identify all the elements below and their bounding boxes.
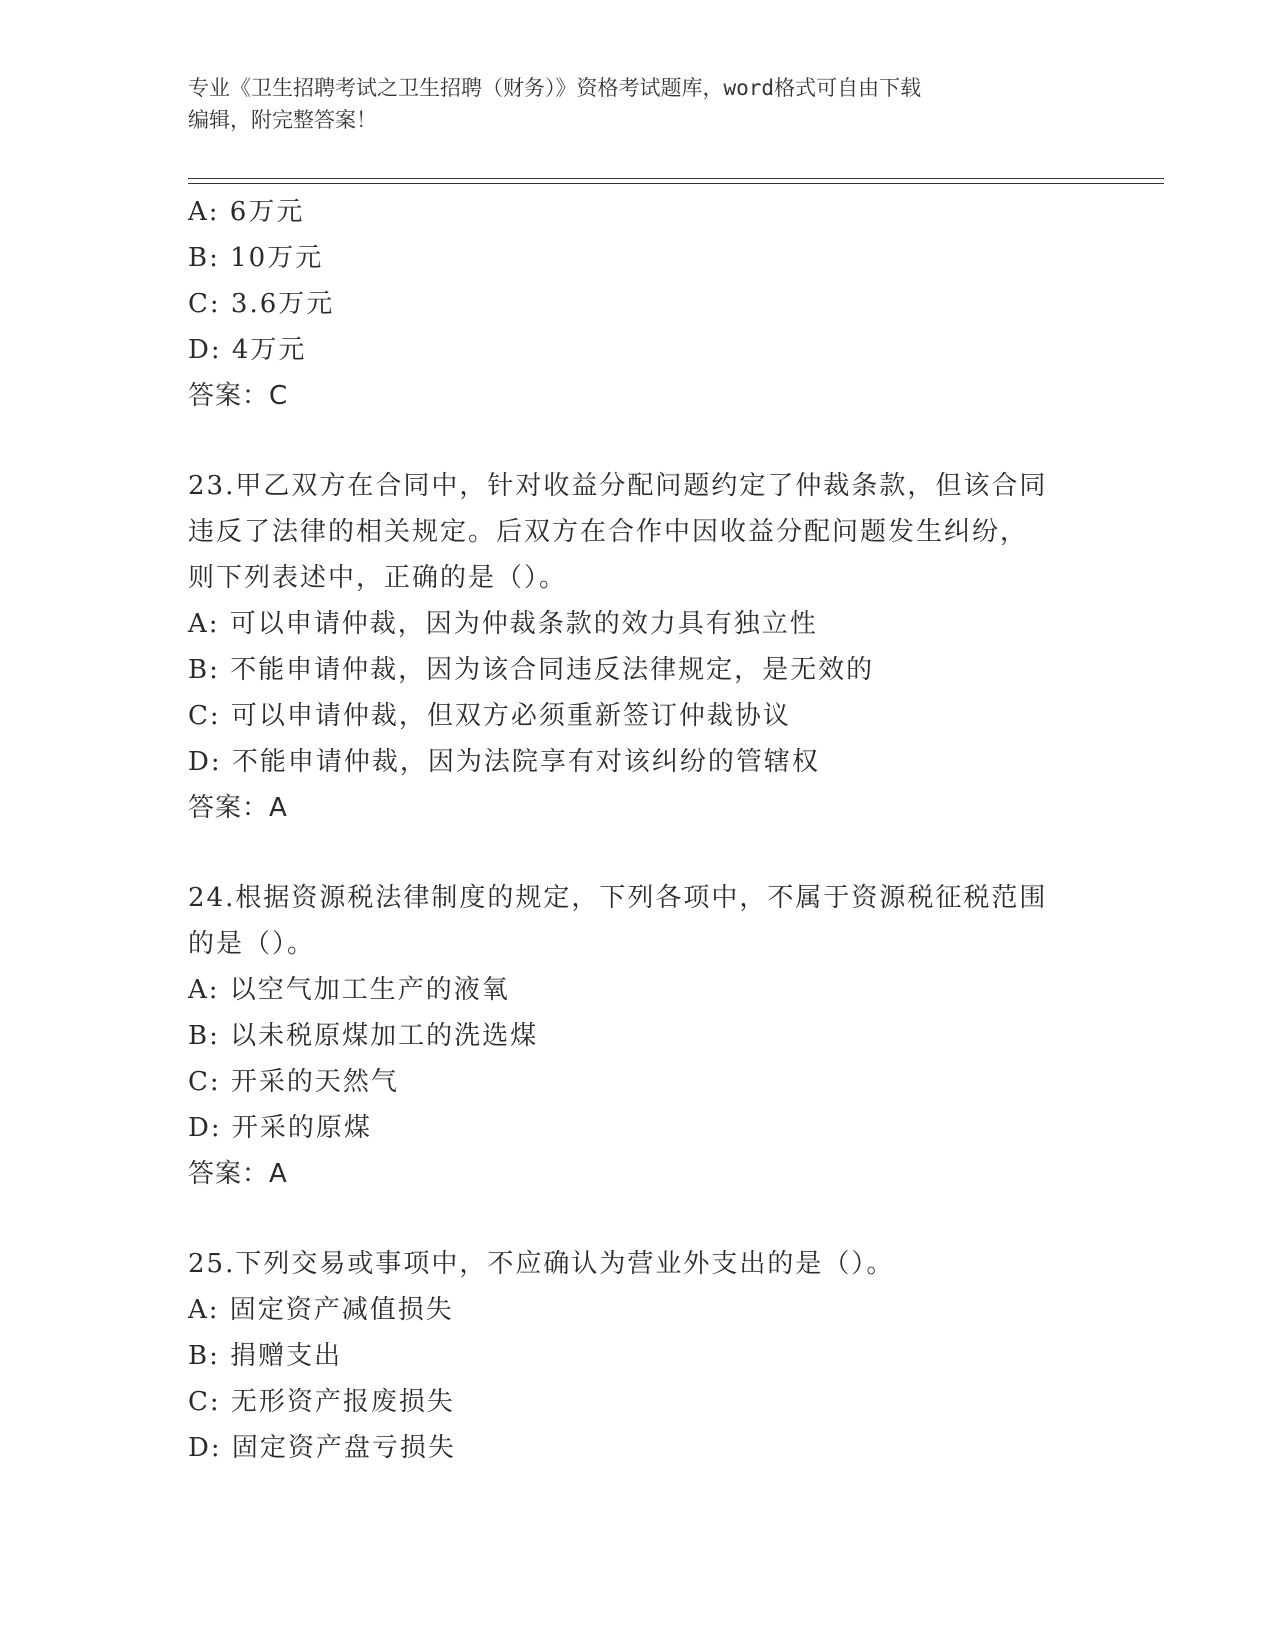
answer: 答案：C [188,381,289,411]
answer: 答案：A [188,793,288,823]
question-stem-line: 则下列表述中，正确的是（）。 [188,563,568,593]
option-b: B: 不能申请仲裁，因为该合同违反法律规定，是无效的 [188,655,875,685]
question-stem-line: 的是（）。 [188,929,316,959]
header-line-1: 专业《卫生招聘考试之卫生招聘（财务）》资格考试题库，word格式可自由下载 [188,76,922,100]
option-b: B: 捐赠支出 [188,1341,343,1371]
question-22 [188,189,1168,419]
question-stem-line: 违反了法律的相关规定。后双方在合作中因收益分配问题发生纠纷， [188,517,1029,547]
option-d: D: 开采的原煤 [188,1113,372,1143]
question-23 [188,463,1168,831]
question-24 [188,875,1168,1197]
option-c: C: 开采的天然气 [188,1067,399,1097]
header-rule-bottom [188,183,1164,184]
option-a: A: 6万元 [188,197,305,227]
question-stem-line: 24.根据资源税法律制度的规定，下列各项中，不属于资源税征税范围 [188,883,1048,913]
question-25 [188,1241,1168,1471]
header-rule-top [188,178,1164,179]
option-d: D: 4万元 [188,335,307,365]
document-header [188,72,1088,136]
option-a: A: 可以申请仲裁，因为仲裁条款的效力具有独立性 [188,609,818,639]
option-d: D: 不能申请仲裁，因为法院享有对该纠纷的管辖权 [188,747,820,777]
header-line-2: 编辑，附完整答案！ [188,108,377,132]
question-content [188,189,1168,1471]
option-c: C: 无形资产报废损失 [188,1387,455,1417]
question-stem-line: 25.下列交易或事项中，不应确认为营业外支出的是（）。 [188,1249,895,1279]
option-a: A: 固定资产减值损失 [188,1295,454,1325]
option-d: D: 固定资产盘亏损失 [188,1433,456,1463]
answer: 答案：A [188,1159,288,1189]
option-b: B: 以未税原煤加工的洗选煤 [188,1021,539,1051]
option-b: B: 10万元 [188,243,324,273]
option-c: C: 3.6万元 [188,289,335,319]
question-stem-line: 23.甲乙双方在合同中，针对收益分配问题约定了仲裁条款，但该合同 [188,471,1048,501]
option-c: C: 可以申请仲裁，但双方必须重新签订仲裁协议 [188,701,791,731]
option-a: A: 以空气加工生产的液氧 [188,975,510,1005]
